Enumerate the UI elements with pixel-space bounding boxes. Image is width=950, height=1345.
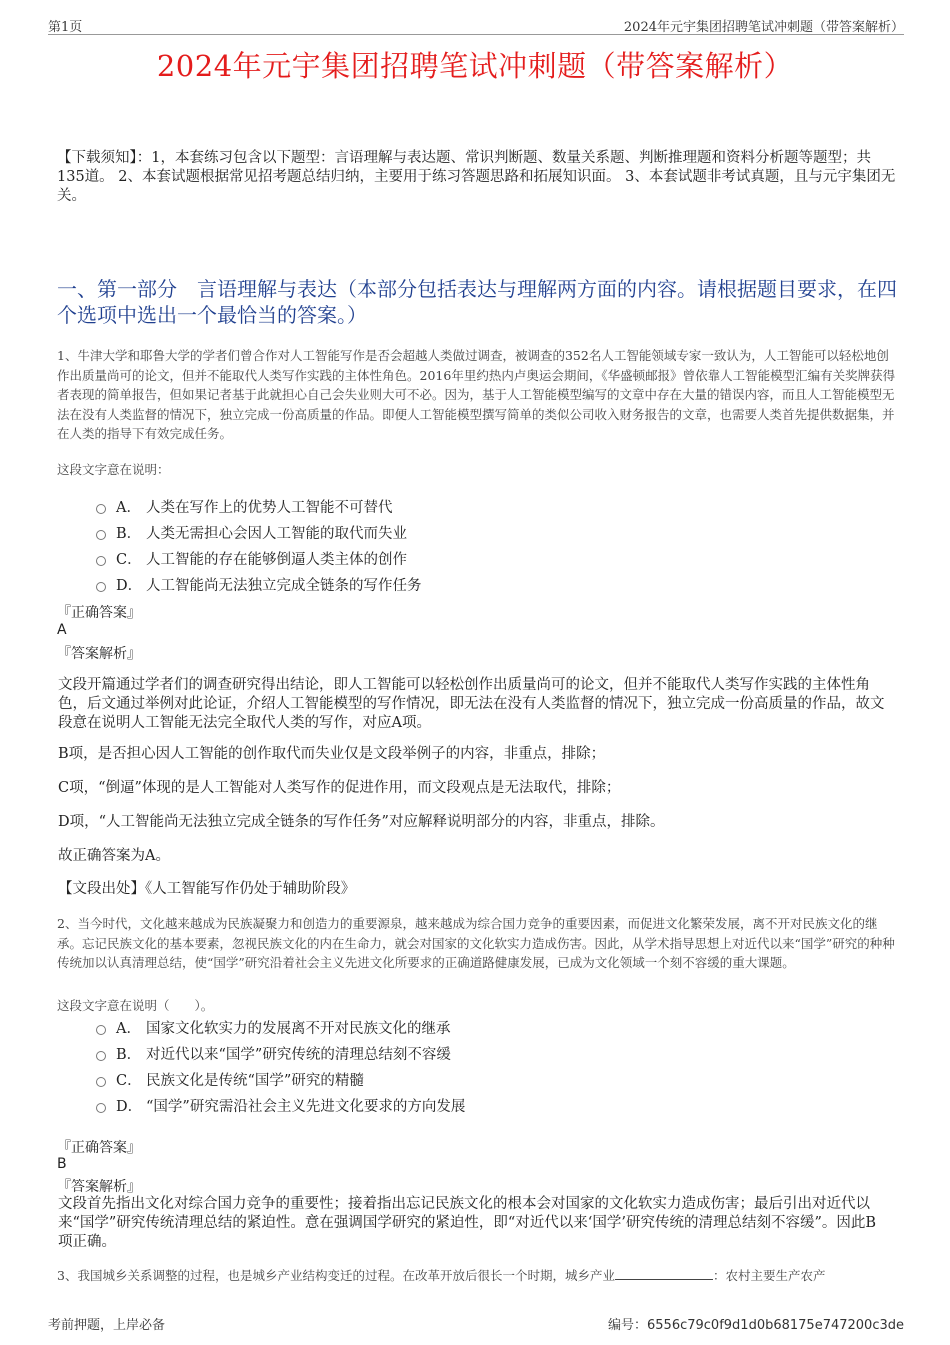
option-text: 民族文化是传统“国学”研究的精髓 xyxy=(146,1072,364,1089)
q1-option-b[interactable] xyxy=(96,522,407,542)
option-text: 对近代以来“国学”研究传统的清理总结刻不容缓 xyxy=(146,1046,451,1063)
fill-blank xyxy=(615,1267,713,1280)
q1-analysis-d: D项，“人工智能尚无法独立完成全链条的写作任务”对应解释说明部分的内容，非重点，排除。 xyxy=(58,814,665,830)
page-header xyxy=(48,14,904,35)
question-3-text xyxy=(57,1266,897,1286)
footer-code xyxy=(608,1314,904,1333)
q1-option-c[interactable] xyxy=(96,548,407,568)
q2-option-c[interactable] xyxy=(96,1069,364,1089)
option-letter: B． xyxy=(116,525,142,542)
option-letter: C． xyxy=(116,551,142,568)
section-heading: 一、第一部分 言语理解与表达（本部分包括表达与理解两方面的内容。请根据题目要求，在四个选项中选出一个最恰当的答案。） xyxy=(57,277,897,327)
q3-text-before: 3、我国城乡关系调整的过程，也是城乡产业结构变迁的过程。在改革开放后很长一个时期，城乡产业 xyxy=(57,1268,615,1283)
q2-option-a[interactable] xyxy=(96,1017,451,1037)
q1-source: 【文段出处】《人工智能写作仍处于辅助阶段》 xyxy=(58,881,356,897)
option-text: 人工智能尚无法独立完成全链条的写作任务 xyxy=(146,577,422,594)
radio-icon[interactable] xyxy=(96,530,106,540)
question-1-stem: 这段文字意在说明： xyxy=(57,462,170,477)
q3-text-after: ：农村主要生产农产 xyxy=(712,1268,826,1283)
footer-code-label: 编号： xyxy=(607,1318,647,1333)
q1-analysis-c: C项，“倒逼”体现的是人工智能对人类写作的促进作用，而文段观点是无法取代，排除； xyxy=(58,780,621,796)
radio-icon[interactable] xyxy=(96,1051,106,1061)
option-letter: D． xyxy=(116,577,143,594)
radio-icon[interactable] xyxy=(96,1025,106,1035)
radio-icon[interactable] xyxy=(96,582,106,592)
option-letter: B． xyxy=(116,1046,142,1063)
radio-icon[interactable] xyxy=(96,1077,106,1087)
q1-option-a[interactable] xyxy=(96,496,393,516)
radio-icon[interactable] xyxy=(96,504,106,514)
q2-correct-answer-label: 『正确答案』 xyxy=(57,1140,141,1156)
document-title: 2024年元宇集团招聘笔试冲刺题（带答案解析） xyxy=(156,49,794,83)
question-2-stem: 这段文字意在说明（ ）。 xyxy=(57,998,214,1013)
option-letter: D． xyxy=(116,1098,143,1115)
option-text: 人类在写作上的优势人工智能不可替代 xyxy=(146,499,393,516)
radio-icon[interactable] xyxy=(96,556,106,566)
option-letter: C． xyxy=(116,1072,142,1089)
q1-answer: A xyxy=(57,622,67,638)
q2-option-d[interactable] xyxy=(96,1095,465,1115)
download-notice: 【下载须知】：1，本套练习包含以下题型：言语理解与表达题、常识判断题、数量关系题、判断推理题和资料分析题等题型；共135道。 2、本套试题根据常见招考题总结归纳，主要用于练习答题思路和拓展知识面。 3、本套试题非考试真题，且与元宇集团无关。 xyxy=(57,150,896,204)
header-doc-title: 2024年元宇集团招聘笔试冲刺题（带答案解析） xyxy=(623,20,904,35)
footer-slogan: 考前押题，上岸必备 xyxy=(48,1318,166,1333)
footer-code-value: 6556c79c0f9d1d0b68175e747200c3de xyxy=(647,1318,904,1333)
q2-answer: B xyxy=(57,1156,67,1172)
question-2-text: 2、当今时代，文化越来越成为民族凝聚力和创造力的重要源泉，越来越成为综合国力竞争的重要因素，而促进文化繁荣发展，离不开对民族文化的继承。忘记民族文化的基本要素，忽视民族文化的内在生命力，就会对国家的文化软实力造成伤害。因此，从学术指导思想上对近代以来“国学”研究的种种传统加以认真清理总结，使“国学”研究沿着社会主义先进文化所要求的正确道路健康发展，已成为文化领域一个刻不容缓的重大课题。 xyxy=(57,916,895,970)
q1-conclusion: 故正确答案为A。 xyxy=(58,848,170,864)
radio-icon[interactable] xyxy=(96,1103,106,1113)
option-text: “国学”研究需沿社会主义先进文化要求的方向发展 xyxy=(146,1098,466,1115)
q1-correct-answer-label: 『正确答案』 xyxy=(57,605,141,621)
option-letter: A． xyxy=(116,1020,141,1037)
option-letter: A． xyxy=(116,499,141,516)
q1-analysis-main: 文段开篇通过学者们的调查研究得出结论，即人工智能可以轻松创作出质量尚可的论文，但并不能取代人类写作实践的主体性角色，后文通过举例对此论证，介绍人工智能模型的写作情况，即无法在没有人类监督的情况下，独立完成一份高质量的作品，故文段意在说明人工智能无法完全取代人类的写作，对应A项。 xyxy=(58,677,885,731)
option-text: 人工智能的存在能够倒逼人类主体的创作 xyxy=(146,551,407,568)
q2-option-b[interactable] xyxy=(96,1043,451,1063)
page-number: 第1页 xyxy=(48,20,83,35)
question-1-text: 1、牛津大学和耶鲁大学的学者们曾合作对人工智能写作是否会超越人类做过调查，被调查的352名人工智能领域专家一致认为，人工智能可以轻松地创作出质量尚可的论文，但并不能取代人类写作实践的主体性角色。2016年里约热内卢奥运会期间，《华盛顿邮报》曾依靠人工智能模型汇编有关奖牌获得者表现的简单报告，但如果记者基于此就担心自己会失业则大可不必。因为，基于人工智能模型编写的文章中存在大量的错误内容，而且人工智能模型无法在没有人类监督的情况下，独立完成一份高质量的作品。即便人工智能模型撰写简单的类似公司收入财务报告的文章，也需要人类首先提供数据集，并在人类的指导下有效完成任务。 xyxy=(57,348,896,441)
q1-option-d[interactable] xyxy=(96,574,422,594)
option-text: 人类无需担心会因人工智能的取代而失业 xyxy=(146,525,407,542)
q1-analysis-label: 『答案解析』 xyxy=(57,646,141,662)
q1-analysis-b: B项，是否担心因人工智能的创作取代而失业仅是文段举例子的内容，非重点，排除； xyxy=(58,746,606,762)
option-text: 国家文化软实力的发展离不开对民族文化的继承 xyxy=(146,1020,451,1037)
q2-analysis: 文段首先指出文化对综合国力竞争的重要性；接着指出忘记民族文化的根本会对国家的文化软实力造成伤害；最后引出对近代以来“国学”研究传统清理总结的紧迫性。意在强调国学研究的紧迫性，即“对近代以来‘国学’研究传统的清理总结刻不容缓”。因此B项正确。 xyxy=(58,1196,877,1250)
q2-analysis-label: 『答案解析』 xyxy=(57,1179,141,1195)
